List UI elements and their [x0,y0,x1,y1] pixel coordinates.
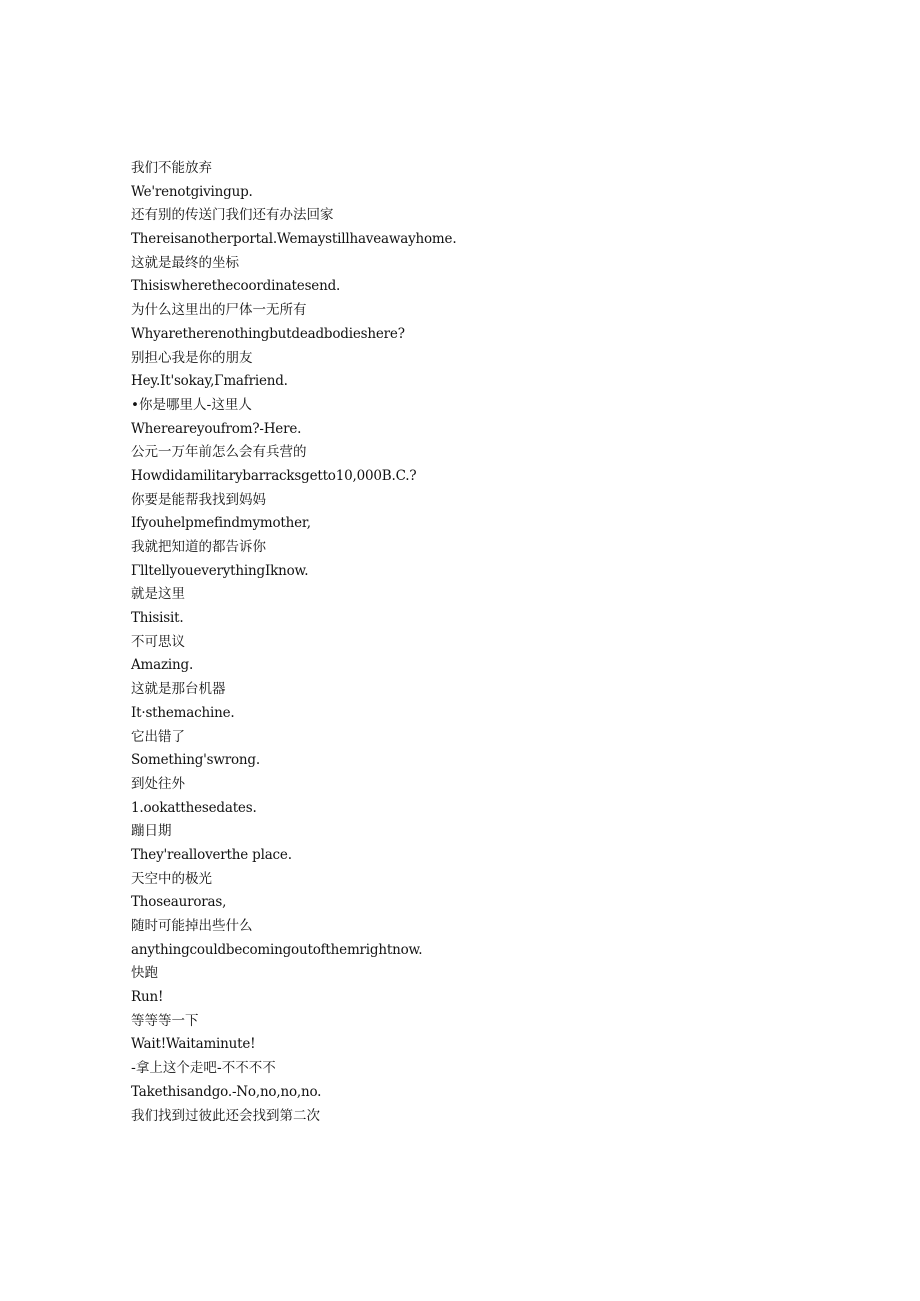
chinese-subtitle-line: 公元一万年前怎么会有兵营的 [131,444,307,461]
chinese-subtitle-line: 这就是那台机器 [131,681,226,698]
chinese-subtitle-line: 等等等一下 [131,1012,199,1029]
chinese-subtitle-line: 为什么这里出的尸体一无所有 [131,302,307,319]
chinese-subtitle-line: 到处往外 [131,775,185,792]
english-subtitle-line: ΓlltellyoueverythingIknow. [131,562,309,579]
english-subtitle-line: Amazing. [131,657,194,674]
english-subtitle-line: Whereareyoufrom?-Here. [131,420,302,437]
chinese-subtitle-line: 这就是最终的坐标 [131,254,239,271]
chinese-subtitle-line: 它出错了 [131,728,185,745]
chinese-subtitle-line: 我就把知道的都告诉你 [131,539,266,555]
chinese-subtitle-line: •你是哪里人-这里人 [131,396,252,413]
chinese-subtitle-line: 你要是能帮我找到妈妈 [131,491,266,508]
english-subtitle-line: 1.ookatthesedates. [131,799,257,816]
chinese-subtitle-line: 别担心我是你的朋友 [131,349,253,366]
subtitle-lines [131,157,831,1128]
english-subtitle-line: They'realloverthe place. [131,846,292,863]
chinese-subtitle-line: 随时可能掉出些什么 [131,918,253,934]
chinese-subtitle-line: 就是这里 [131,586,185,603]
english-subtitle-line: anythingcouldbecomingoutofthemrightnow. [131,941,423,958]
english-subtitle-line: Thisisit. [131,610,184,627]
chinese-subtitle-line: 天空中的极光 [131,870,212,887]
chinese-subtitle-line: -拿上这个走吧-不不不不 [131,1060,276,1077]
english-subtitle-line: Wait!Waitaminute! [131,1036,256,1053]
chinese-subtitle-line: 我们找到过彼此还会找到第二次 [131,1107,320,1124]
english-subtitle-line: Howdidamilitarybarracksgetto10,000B.C.? [131,467,417,484]
english-subtitle-line: Thisiswherethecoordinatesend. [131,278,341,295]
english-subtitle-line: Ifyouhelpmefindmymother, [131,515,311,532]
english-subtitle-line: We'renotgivingup. [131,183,253,200]
english-subtitle-line: Takethisandgo.-No,no,no,no. [131,1083,322,1100]
chinese-subtitle-line: 蹦日期 [131,823,172,840]
english-subtitle-line: Thereisanotherportal.Wemaystillhaveawayhome. [131,231,457,248]
english-subtitle-line: Thoseauroras, [131,894,227,911]
chinese-subtitle-line: 不可思议 [131,633,185,650]
english-subtitle-line: Hey.It'sokay,Γmafriend. [131,373,288,390]
english-subtitle-line: Something'swrong. [131,752,260,769]
english-subtitle-line: It·sthemachine. [131,704,235,721]
chinese-subtitle-line: 我们不能放弃 [131,160,212,176]
chinese-subtitle-line: 还有别的传送门我们还有办法回家 [131,207,334,224]
english-subtitle-line: Run! [131,989,164,1006]
chinese-subtitle-line: 快跑 [131,965,158,982]
english-subtitle-line: Whyaretherenothingbutdeadbodieshere? [131,325,405,342]
